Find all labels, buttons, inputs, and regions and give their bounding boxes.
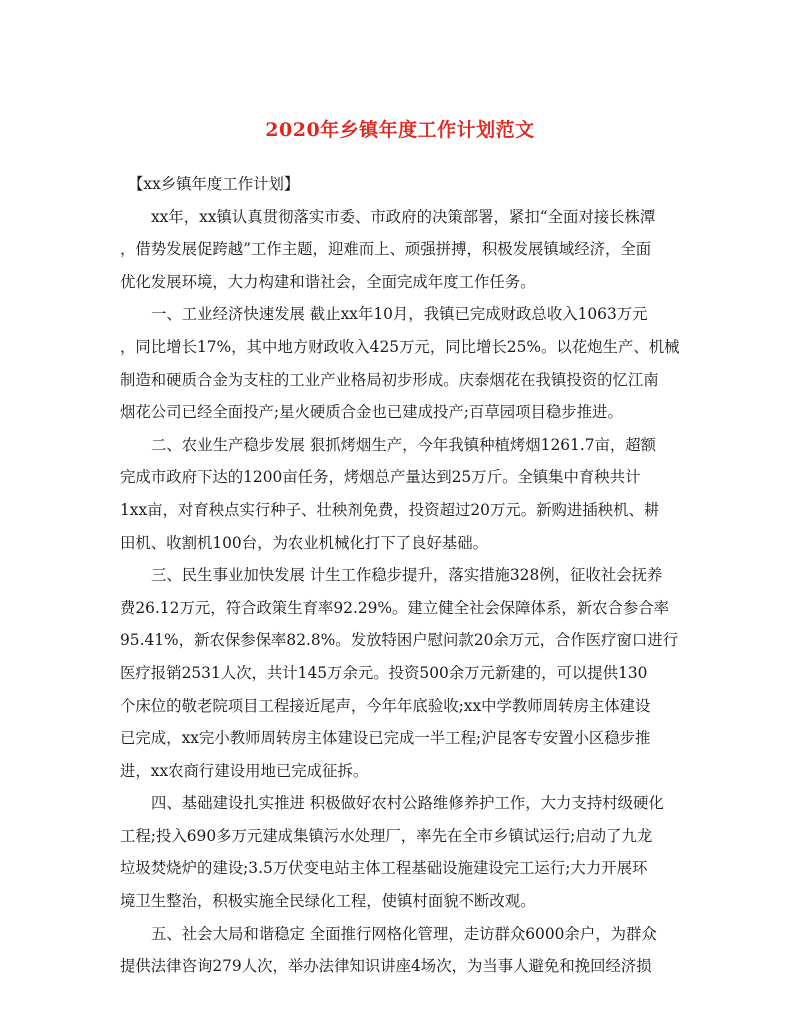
- paragraph-line: xx年，xx镇认真贯彻落实市委、市政府的决策部署，紧扣“全面对接长株潭: [151, 207, 656, 226]
- paragraph-line: 个床位的敬老院项目工程接近尾声，今年年底验收;xx中学教师周转房主体建设: [120, 696, 651, 715]
- paragraph-line: 医疗报销2531人次，共计145万余元。投资500余万元新建的，可以提供130: [120, 663, 648, 682]
- document-body: [120, 168, 686, 983]
- paragraph-line: 95.41%，新农保参保率82.8%。发放特困户慰问款20余万元，合作医疗窗口进行: [120, 631, 679, 650]
- paragraph-line: 一、工业经济快速发展 截止xx年10月，我镇已完成财政总收入1063万元: [151, 305, 648, 324]
- paragraph-line: ，借势发展促跨越”工作主题，迎难而上、顽强拼搏，积极发展镇域经济，全面: [120, 240, 652, 259]
- paragraph-line: 二、农业生产稳步发展 狠抓烤烟生产，今年我镇种植烤烟1261.7亩，超额: [151, 435, 657, 454]
- paragraph-line: ，同比增长17%，其中地方财政收入425万元，同比增长25%。以花炮生产、机械: [120, 337, 680, 356]
- paragraph-line: 垃圾焚烧炉的建设;3.5万伏变电站主体工程基础设施建设完工运行;大力开展环: [120, 859, 648, 878]
- paragraph-line: 完成市政府下达的1200亩任务，烤烟总产量达到25万斤。全镇集中育秧共计: [120, 468, 641, 487]
- document-title: 2020年乡镇年度工作计划范文: [265, 119, 535, 141]
- paragraph-line: 提供法律咨询279人次，举办法律知识讲座4场次，为当事人避免和挽回经济损: [120, 957, 652, 976]
- paragraph-line: 优化发展环境，大力构建和谐社会，全面完成年度工作任务。: [120, 272, 536, 291]
- paragraph-line: 三、民生事业加快发展 计生工作稳步提升，落实措施328例，征收社会抚养: [151, 566, 663, 585]
- paragraph-line: 田机、收割机100台，为农业机械化打下了良好基础。: [120, 533, 488, 552]
- paragraph-line: 进，xx农商行建设用地已完成征拆。: [120, 761, 369, 780]
- paragraph-line: 1xx亩，对育秧点实行种子、壮秧剂免费，投资超过20万元。新购进插秧机、耕: [120, 500, 660, 519]
- paragraph-line: 已完成，xx完小教师周转房主体建设已完成一半工程;沪昆客专安置小区稳步推: [120, 729, 651, 748]
- paragraph-line: 四、基础建设扎实推进 积极做好农村公路维修养护工作，大力支持村级硬化: [151, 794, 664, 813]
- paragraph-line: 烟花公司已经全面投产;星火硬质合金也已建成投产;百草园项目稳步推进。: [120, 403, 623, 422]
- paragraph-line: 境卫生整治，积极实施全民绿化工程，使镇村面貌不断改观。: [120, 892, 536, 911]
- paragraph-line: 制造和硬质合金为支柱的工业产业格局初步形成。庆泰烟花在我镇投资的忆江南: [120, 370, 659, 389]
- paragraph-line: 费26.12万元，符合政策生育率92.29%。建立健全社会保障体系，新农合参合率: [120, 598, 670, 617]
- paragraph-line: 五、社会大局和谐稳定 全面推行网格化管理，走访群众6000余户，为群众: [151, 924, 657, 943]
- paragraph-line: 工程;投入690多万元建成集镇污水处理厂，率先在全市乡镇试运行;启动了九龙: [120, 826, 653, 845]
- section-heading: 【xx乡镇年度工作计划】: [128, 175, 300, 193]
